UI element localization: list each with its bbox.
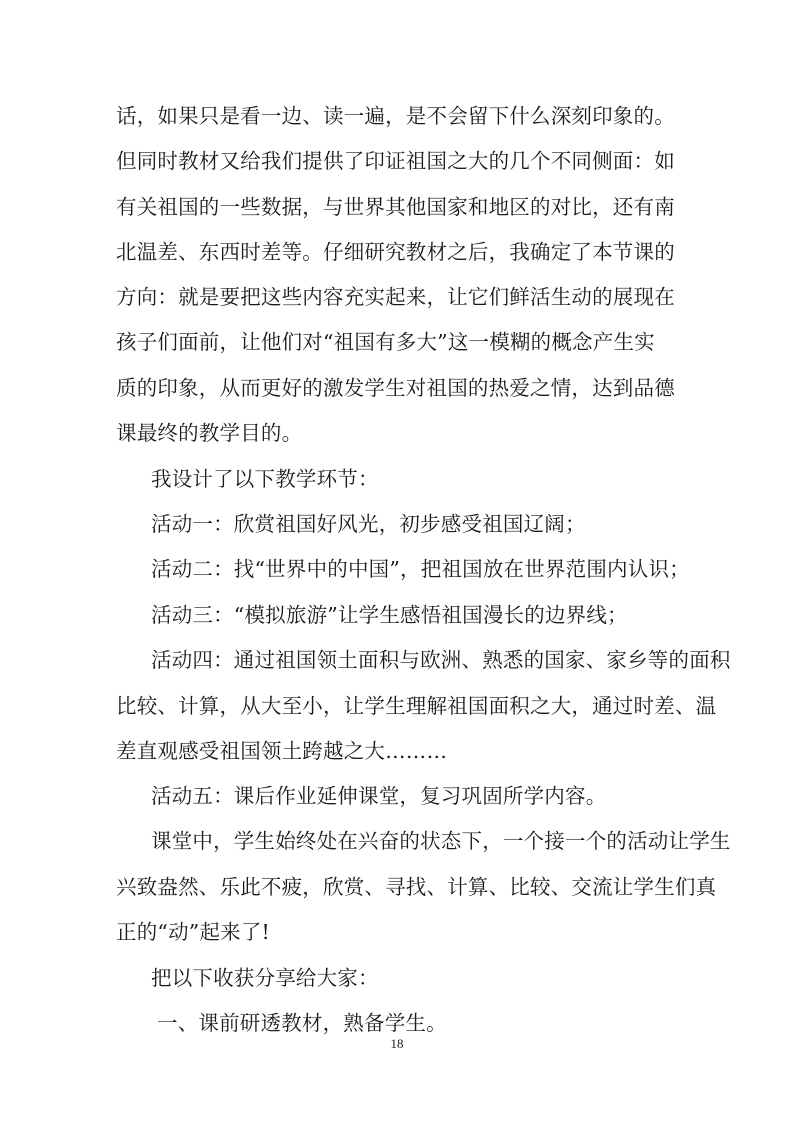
body-text-line: 把以下收获分享给大家： xyxy=(151,966,379,990)
body-text-line: 正的“动”起来了! xyxy=(116,920,270,944)
activity-item: 活动五：课后作业延伸课堂，复习巩固所学内容。 xyxy=(151,784,607,808)
body-text-line: 北温差、东西时差等。仔细研究教材之后，我确定了本节课的 xyxy=(116,240,675,264)
body-text-line: 兴致盎然、乐此不疲，欣赏、寻找、计算、比较、交流让学生们真 xyxy=(116,875,717,899)
activity-item: 活动三：“模拟旅游”让学生感悟祖国漫长的边界线； xyxy=(151,603,628,627)
body-text-line: 我设计了以下教学环节： xyxy=(151,467,379,491)
activity-item: 活动四：通过祖国领土面积与欧洲、熟悉的国家、家乡等的面积 xyxy=(151,648,731,672)
body-text-line: 质的印象，从而更好的激发学生对祖国的热爱之情，达到品德 xyxy=(116,376,675,400)
activity-item-continuation: 比较、计算，从大至小，让学生理解祖国面积之大，通过时差、温 xyxy=(116,694,717,718)
body-text-line: 课堂中，学生始终处在兴奋的状态下，一个接一个的活动让学生 xyxy=(151,829,731,853)
body-text-line: 方向：就是要把这些内容充实起来，让它们鲜活生动的展现在 xyxy=(116,285,675,309)
activity-item: 活动二：找“世界中的中国”，把祖国放在世界范围内认识； xyxy=(151,557,690,581)
section-heading: 一、课前研透教材，熟备学生。 xyxy=(157,1011,447,1035)
page-number: 18 xyxy=(390,1036,404,1051)
body-text-line: 孩子们面前，让他们对“祖国有多大”这一模糊的概念产生实 xyxy=(116,330,655,354)
body-text-line: 但同时教材又给我们提供了印证祖国之大的几个不同侧面：如 xyxy=(116,149,675,173)
body-text-line: 有关祖国的一些数据，与世界其他国家和地区的对比，还有南 xyxy=(116,195,675,219)
activity-item-continuation: 差直观感受祖国领土跨越之大……… xyxy=(116,739,448,763)
body-text-line: 课最终的教学目的。 xyxy=(116,421,303,445)
activity-item: 活动一：欣赏祖国好风光，初步感受祖国辽阔； xyxy=(151,512,586,536)
body-text-line: 话，如果只是看一边、读一遍，是不会留下什么深刻印象的。 xyxy=(116,104,675,128)
